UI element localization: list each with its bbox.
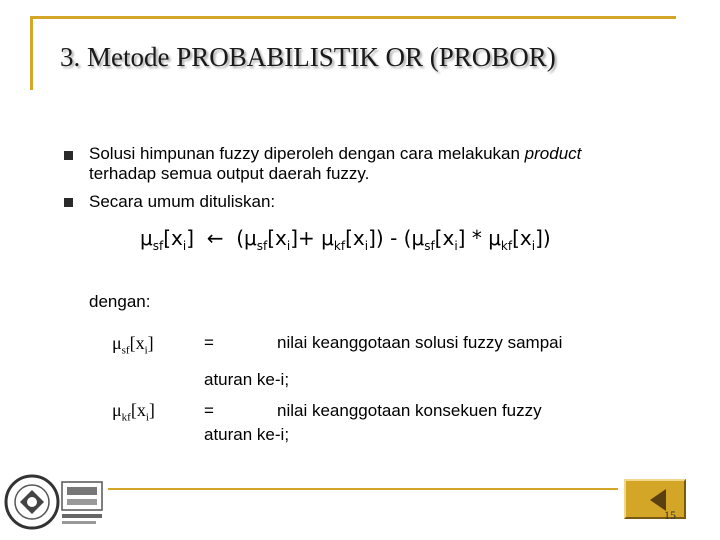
definition-1-continuation: aturan ke-i; <box>204 370 290 389</box>
product-term: product <box>524 144 582 163</box>
bullet-square-icon <box>64 151 73 160</box>
bullet-square-icon <box>64 198 73 207</box>
bullet-1-text: Solusi himpunan fuzzy diperoleh dengan cara melakukan product terhadap semua output daerah fuzzy. <box>89 144 582 183</box>
footer-line <box>108 488 618 490</box>
bullet-2-text: Secara umum dituliskan: <box>89 192 276 211</box>
probor-formula: $\mu_{sf}[x_i]$ ← $(\mu_{sf}[x_i]+ \mu_{kf}[x_i]) - (\mu_{sf}[x_i] * \mu_{kf}[x_i])$ <box>140 226 551 253</box>
previous-slide-button[interactable] <box>624 479 686 519</box>
institution-logos <box>0 468 115 540</box>
definition-1-text: nilai keanggotaan solusi fuzzy sampai <box>277 333 563 352</box>
page-number: 15 <box>664 508 676 522</box>
definition-2-equals: = <box>204 401 214 420</box>
assign-arrow: ← <box>206 226 224 250</box>
definition-1-symbol: $\mu_{sf}[x_i]$ <box>112 333 154 357</box>
definition-2-text: nilai keanggotaan konsekuen fuzzy <box>277 401 542 420</box>
certification-badge-icon <box>62 482 102 510</box>
definition-2-continuation: aturan ke-i; <box>204 425 290 444</box>
dengan-label: dengan: <box>89 292 151 311</box>
slide-title: 3. Metode PROBABILISTIK OR (PROBOR) <box>60 42 556 72</box>
definition-1-equals: = <box>204 333 214 352</box>
definition-2-symbol: $\mu_{kf}[x_i]$ <box>112 400 155 424</box>
frame-top-line <box>30 16 676 19</box>
frame-left-line <box>30 16 33 90</box>
